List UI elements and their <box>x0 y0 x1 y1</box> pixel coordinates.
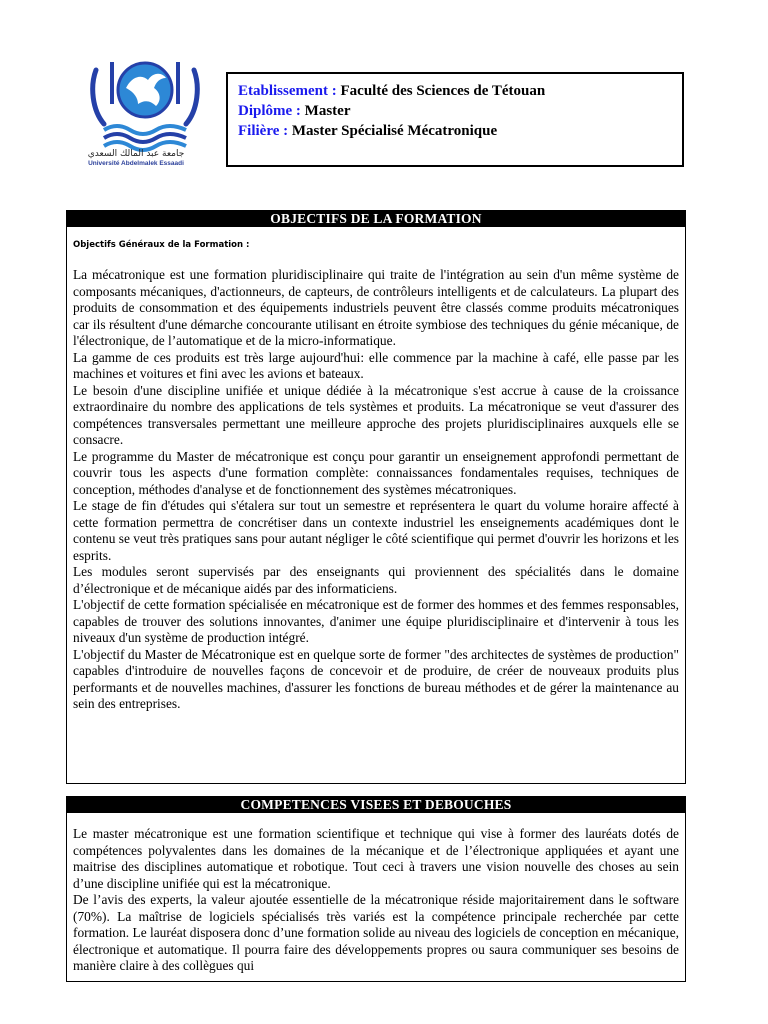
diplome-label: Diplôme : <box>238 103 301 119</box>
program-info-box <box>226 72 684 167</box>
filiere-label: Filière : <box>238 123 289 139</box>
paragraph: L'objectif de cette formation spécialisée en mécatronique est de former des hommes et des femmes responsables, capables de trouver des solutions innovantes, d'animer une équipe pluridisciplinaire et d'intervenir à tous les niveaux d'un système de production intégré. <box>73 597 679 645</box>
paragraph: La gamme de ces produits est très large aujourd'hui: elle commence par la machine à café, elle passe par les machines et voitures et fini avec les avions et bateaux. <box>73 349 679 381</box>
etablissement-label: Etablissement : <box>238 83 337 99</box>
paragraph: Le besoin d'une discipline unifiée et unique dédiée à la mécatronique s'est accrue à cause de la croissance extraordinaire du nombre des applications de tels systèmes et produits. La mécatronique se veut d'assurer des compétences transversales permettant une meilleure approche des projets pluridisciplinaires auxquels elle se consacre. <box>73 382 679 447</box>
objectifs-subheading: Objectifs Généraux de la Formation : <box>73 240 250 250</box>
university-name-french: Université Abdelmalek Essaadi <box>88 160 184 167</box>
paragraph: Les modules seront supervisés par des enseignants qui proviennent des spécialités dans le domaine d’électronique et de mécanique aidés par des informaticiens. <box>73 564 679 596</box>
paragraph: L'objectif du Master de Mécatronique est en quelque sorte de former "des architectes de systèmes de production" capables d'introduire de nouvelles façons de concevoir et de produire, de créer de nouveaux produits plus performants et de nouvelles machines, d'assurer les fonctions de bureau méthodes et de gérer la maintenance au sein des entreprises. <box>73 646 679 711</box>
diplome-row <box>238 101 672 121</box>
etablissement-value: Faculté des Sciences de Tétouan <box>340 83 546 99</box>
competences-heading: COMPETENCES VISEES ET DEBOUCHES <box>67 797 685 813</box>
university-name-arabic: جامعة عبد المالك السعدي <box>87 149 185 159</box>
objectifs-heading: OBJECTIFS DE LA FORMATION <box>67 211 685 227</box>
paragraph: Le programme du Master de mécatronique est conçu pour garantir un enseignement approfondi permettant de couvrir tous les aspects d'une formation complète: connaissances fondamentales requises, techniques de conception, méthodes d'analyse et de fonctionnement des systèmes mécatroniques. <box>73 448 679 497</box>
filiere-row <box>238 121 672 141</box>
competences-section <box>66 796 686 982</box>
paragraph: De l’avis des experts, la valeur ajoutée essentielle de la mécatronique réside majoritairement dans le software (70%). La maîtrise de logiciels spécialisés très variés est la compétence principale recherchée par cette formation. Le lauréat disposera donc d’une formation solide au niveau des logiciels de conception en mécanique, électronique et automatique. Il pourra faire des développements propres ou saura communiquer ses besoins de manière claire à des collègues qui <box>73 892 679 973</box>
competences-body <box>67 826 685 975</box>
objectifs-body <box>67 267 685 713</box>
paragraph: Le master mécatronique est une formation scientifique et technique qui vise à former des lauréats dotés de compétences polyvalentes dans les domaines de la mécanique et de l’électronique appliquées et ayant une maitrise des disciplines automatique et robotique. Tout ceci à travers une vision nouvelle des choses au sein d’une discipline unifiée qui est la mécatronique. <box>73 826 679 891</box>
diplome-value: Master <box>304 103 351 119</box>
filiere-value: Master Spécialisé Mécatronique <box>291 123 498 139</box>
etablissement-row <box>238 81 672 101</box>
paragraph: La mécatronique est une formation pluridisciplinaire qui traite de l'intégration au sein d'un même système de composants mécaniques, d'actionneurs, de capteurs, de contrôleurs intelligents et de calculateurs. La plupart des produits de consommation et des équipements industriels peuvent être classés comme produits mécatroniques car ils résultent d'une démarche concourante utilisant en étroite symbiose des techniques du génie mécanique, de l'électronique, de l’automatique et de la micro-informatique. <box>73 267 679 348</box>
paragraph: Le stage de fin d'études qui s'étalera sur tout un semestre et représentera le quart du volume horaire affecté à cette formation permettra de concrétiser dans un contexte industriel les enseignements académiques dont le contenu se veut très pratiques sans pour autant négliger le côté scientifique qui permet d'ouvrir les horizons et les esprits. <box>73 498 679 563</box>
objectifs-section <box>66 210 686 784</box>
